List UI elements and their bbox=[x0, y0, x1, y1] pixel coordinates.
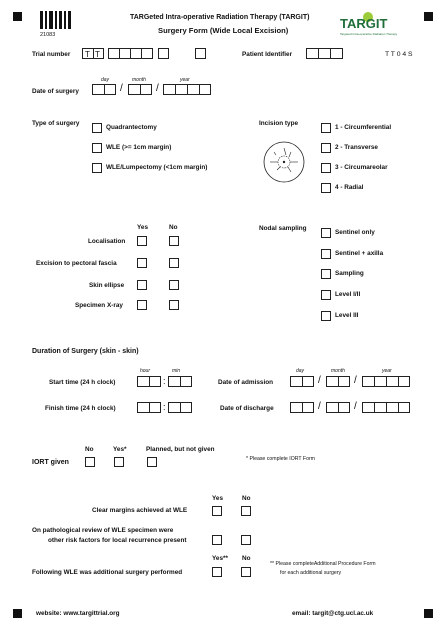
surgery-date-label: Date of surgery bbox=[32, 88, 79, 95]
lumpectomy-label: WLE/Lumpectomy (<1cm margin) bbox=[106, 164, 208, 171]
discharge-month-field[interactable] bbox=[326, 402, 350, 413]
wle-label: WLE (>= 1cm margin) bbox=[106, 144, 172, 151]
localisation-yes-checkbox[interactable] bbox=[137, 236, 147, 246]
discharge-year-field[interactable] bbox=[362, 402, 410, 413]
form-code: 21083 bbox=[40, 32, 56, 38]
incision-circumareolar-checkbox[interactable] bbox=[321, 163, 331, 173]
hour-hint: hour bbox=[140, 368, 151, 374]
start-min-field[interactable] bbox=[168, 376, 192, 387]
date-separator: / bbox=[354, 375, 357, 386]
date-separator: / bbox=[156, 83, 159, 94]
finish-time-label: Finish time (24 h clock) bbox=[45, 405, 116, 412]
trial-number-label: Trial number bbox=[32, 51, 71, 58]
sampling-label: Sampling bbox=[335, 270, 364, 277]
additional-surgery-no-checkbox[interactable] bbox=[241, 567, 251, 577]
iort-no-header: No bbox=[85, 446, 94, 453]
month-hint: month bbox=[331, 368, 345, 374]
clear-margins-no-checkbox[interactable] bbox=[241, 506, 251, 516]
incision-transverse-checkbox[interactable] bbox=[321, 143, 331, 153]
incision-circumferential-label: 1 - Circumferential bbox=[335, 124, 392, 131]
localisation-label: Localisation bbox=[88, 238, 126, 245]
level-1-2-checkbox[interactable] bbox=[321, 290, 331, 300]
iort-no-checkbox[interactable] bbox=[85, 457, 95, 467]
trial-prefix-field: T T bbox=[82, 48, 104, 59]
sampling-checkbox[interactable] bbox=[321, 269, 331, 279]
date-separator: / bbox=[354, 401, 357, 412]
yes-column-header: Yes bbox=[137, 224, 149, 231]
time-separator: : bbox=[163, 402, 166, 412]
iort-yes-checkbox[interactable] bbox=[114, 457, 124, 467]
incision-radial-label: 4 - Radial bbox=[335, 184, 364, 191]
footer-website: website: www.targittrial.org bbox=[36, 610, 120, 617]
trial-number-extra[interactable] bbox=[195, 48, 206, 59]
sentinel-only-label: Sentinel only bbox=[335, 229, 375, 236]
excision-no-checkbox[interactable] bbox=[169, 258, 179, 268]
admission-month-field[interactable] bbox=[326, 376, 350, 387]
year-hint: year bbox=[382, 368, 392, 374]
form-reference: T T 0 4 S bbox=[385, 51, 413, 58]
footer-email: email: targit@ctg.ucl.ac.uk bbox=[292, 610, 374, 617]
targit-logo bbox=[340, 10, 410, 36]
incision-type-label: Incision type bbox=[259, 120, 299, 127]
logo-wordmark: TARGIT bbox=[340, 16, 388, 31]
type-of-surgery-label: Type of surgery bbox=[32, 120, 80, 127]
level-3-label: Level III bbox=[335, 312, 359, 319]
trial-number-field[interactable] bbox=[108, 48, 153, 59]
level-1-2-label: Level I/II bbox=[335, 291, 361, 298]
date-separator: / bbox=[318, 375, 321, 386]
year-hint: year bbox=[180, 77, 190, 83]
time-separator: : bbox=[163, 376, 166, 386]
risk-factors-label-1: On pathological review of WLE specimen were bbox=[32, 527, 174, 534]
surgery-day-field[interactable] bbox=[92, 84, 116, 95]
level-3-checkbox[interactable] bbox=[321, 311, 331, 321]
corner-mark bbox=[424, 12, 433, 21]
skin-ellipse-label: Skin ellipse bbox=[89, 282, 125, 289]
skin-ellipse-no-checkbox[interactable] bbox=[169, 280, 179, 290]
additional-surgery-note-2: for each additional surgery bbox=[280, 570, 342, 576]
min-hint: min bbox=[172, 368, 181, 374]
admission-year-field[interactable] bbox=[362, 376, 410, 387]
incision-circumferential-checkbox[interactable] bbox=[321, 123, 331, 133]
risk-factors-label-2: other risk factors for local recurrence present bbox=[48, 537, 187, 544]
finish-min-field[interactable] bbox=[168, 402, 192, 413]
corner-mark bbox=[424, 609, 433, 618]
admission-day-field[interactable] bbox=[290, 376, 314, 387]
clear-margins-yes-checkbox[interactable] bbox=[212, 506, 222, 516]
iort-given-label: IORT given bbox=[32, 459, 69, 466]
date-separator: / bbox=[120, 83, 123, 94]
sentinel-axilla-checkbox[interactable] bbox=[321, 249, 331, 259]
form-title: TARGeted Intra-operative Radiation Therapy (TARGIT) bbox=[130, 14, 310, 21]
nodal-sampling-label: Nodal sampling bbox=[259, 225, 307, 232]
trial-number-check[interactable] bbox=[158, 48, 169, 59]
margins-no-header: No bbox=[242, 495, 251, 502]
wle-checkbox[interactable] bbox=[92, 143, 102, 153]
patient-identifier-label: Patient Identifier bbox=[242, 51, 293, 58]
surgery-month-field[interactable] bbox=[128, 84, 152, 95]
margins-yes-header: Yes bbox=[212, 495, 224, 502]
discharge-day-field[interactable] bbox=[290, 402, 314, 413]
skin-ellipse-yes-checkbox[interactable] bbox=[137, 280, 147, 290]
corner-mark bbox=[13, 609, 22, 618]
start-hour-field[interactable] bbox=[137, 376, 161, 387]
additional-surgery-note-1: ** Please completeAdditional Procedure Form bbox=[270, 561, 376, 567]
start-time-label: Start time (24 h clock) bbox=[49, 379, 116, 386]
iort-yes-header: Yes* bbox=[113, 446, 127, 453]
additional-surgery-yes-checkbox[interactable] bbox=[212, 567, 222, 577]
specimen-xray-no-checkbox[interactable] bbox=[169, 300, 179, 310]
excision-label: Excision to pectoral fascia bbox=[36, 260, 117, 267]
localisation-no-checkbox[interactable] bbox=[169, 236, 179, 246]
additional-surgery-label: Following WLE was additional surgery performed bbox=[32, 569, 183, 576]
logo-tagline: Targeted Intra-operative Radiation Therapy bbox=[340, 32, 398, 36]
additional-surgery-no-header: No bbox=[242, 555, 251, 562]
surgery-year-field[interactable] bbox=[163, 84, 211, 95]
duration-heading: Duration of Surgery (skin - skin) bbox=[32, 348, 139, 355]
iort-note: * Please complete IORT Form bbox=[246, 456, 315, 462]
quadrantectomy-checkbox[interactable] bbox=[92, 123, 102, 133]
corner-mark bbox=[13, 12, 22, 21]
lumpectomy-checkbox[interactable] bbox=[92, 163, 102, 173]
no-column-header: No bbox=[169, 224, 178, 231]
day-hint: day bbox=[101, 77, 110, 83]
specimen-xray-label: Specimen X-ray bbox=[75, 302, 123, 309]
day-hint: day bbox=[296, 368, 305, 374]
clear-margins-label: Clear margins achieved at WLE bbox=[92, 507, 188, 514]
patient-identifier-field[interactable] bbox=[306, 48, 343, 59]
form-subtitle: Surgery Form (Wide Local Excision) bbox=[158, 26, 289, 35]
excision-yes-checkbox[interactable] bbox=[137, 258, 147, 268]
iort-planned-header: Planned, but not given bbox=[146, 446, 215, 453]
incision-circumareolar-label: 3 - Circumareolar bbox=[335, 164, 388, 171]
iort-planned-checkbox[interactable] bbox=[147, 457, 157, 467]
additional-surgery-yes-header: Yes** bbox=[212, 555, 228, 562]
date-separator: / bbox=[318, 401, 321, 412]
discharge-date-label: Date of discharge bbox=[220, 405, 274, 412]
incision-radial-checkbox[interactable] bbox=[321, 183, 331, 193]
month-hint: month bbox=[132, 77, 146, 83]
risk-factors-no-checkbox[interactable] bbox=[241, 535, 251, 545]
incision-transverse-label: 2 - Transverse bbox=[335, 144, 378, 151]
specimen-xray-yes-checkbox[interactable] bbox=[137, 300, 147, 310]
form-barcode bbox=[40, 11, 71, 29]
admission-date-label: Date of admission bbox=[218, 379, 274, 386]
finish-hour-field[interactable] bbox=[137, 402, 161, 413]
sentinel-axilla-label: Sentinel + axilla bbox=[335, 250, 384, 257]
risk-factors-yes-checkbox[interactable] bbox=[212, 535, 222, 545]
sentinel-only-checkbox[interactable] bbox=[321, 228, 331, 238]
breast-diagram-icon bbox=[262, 140, 306, 184]
quadrantectomy-label: Quadrantectomy bbox=[106, 124, 157, 131]
